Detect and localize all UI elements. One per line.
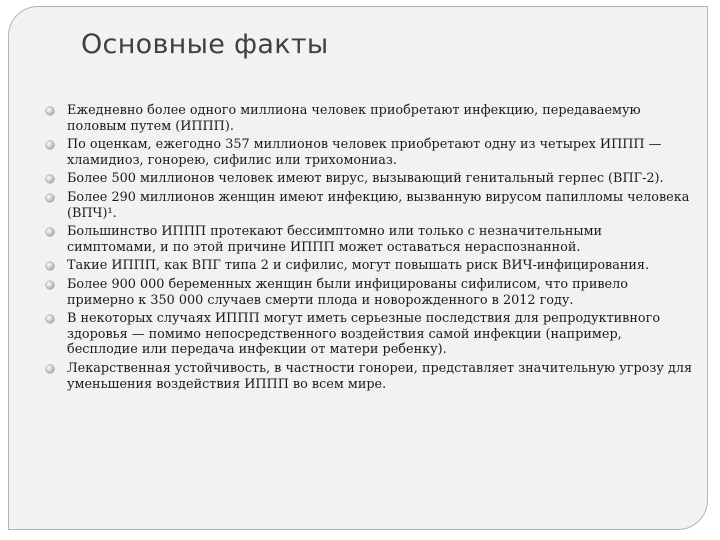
bullet-icon: [46, 262, 54, 270]
bullet-text: Лекарственная устойчивость, в частности гонореи, представляет значительную угрозу для уменьшения воздействия ИППП во всем мире.: [67, 360, 693, 392]
bullet-icon: [46, 175, 54, 183]
list-item: [43, 224, 693, 255]
list-item: [43, 258, 693, 274]
bullet-list: [43, 103, 693, 395]
bullet-icon: [46, 228, 54, 236]
bullet-text: Такие ИППП, как ВПГ типа 2 и сифилис, могут повышать риск ВИЧ-инфицирования.: [67, 258, 650, 274]
list-item: [43, 103, 693, 134]
bullet-icon: [46, 315, 54, 323]
bullet-text: По оценкам, ежегодно 357 миллионов человек приобретают одну из четырех ИППП — хламидиоз, гонорею, сифилис или трихомониаз.: [67, 137, 662, 168]
list-item: [43, 311, 693, 358]
list-item: [43, 171, 693, 187]
bullet-text: Более 290 миллионов женщин имеют инфекцию, вызванную вирусом папилломы человека (ВПЧ)¹.: [67, 189, 690, 221]
list-item: [43, 361, 693, 392]
slide-title: Основные факты: [81, 29, 329, 60]
bullet-icon: [46, 281, 54, 289]
list-item: [43, 277, 693, 308]
slide-frame: [8, 6, 708, 530]
bullet-icon: [46, 194, 54, 202]
bullet-icon: [46, 107, 54, 115]
bullet-icon: [46, 365, 54, 373]
bullet-text: Ежедневно более одного миллиона человек приобретают инфекцию, передаваемую половым путем (ИППП).: [67, 103, 641, 134]
bullet-text: В некоторых случаях ИППП могут иметь серьезные последствия для репродуктивного здоровья — помимо непосредственного воздействия самой инфекции (например, бесплодие или передача инфекции от матери ребенку).: [67, 311, 661, 358]
list-item: [43, 190, 693, 221]
bullet-text: Более 900 000 беременных женщин были инфицированы сифилисом, что привело примерно к 350 000 случаев смерти плода и новорожденного в 2012 году.: [67, 276, 628, 308]
bullet-icon: [46, 141, 54, 149]
bullet-text: Более 500 миллионов человек имеют вирус, вызывающий генитальный герпес (ВПГ-2).: [67, 171, 664, 187]
bullet-text: Большинство ИППП протекают бессимптомно или только с незначительными симптомами, и по этой причине ИППП может оставаться нераспознанной.: [67, 224, 603, 255]
list-item: [43, 137, 693, 168]
